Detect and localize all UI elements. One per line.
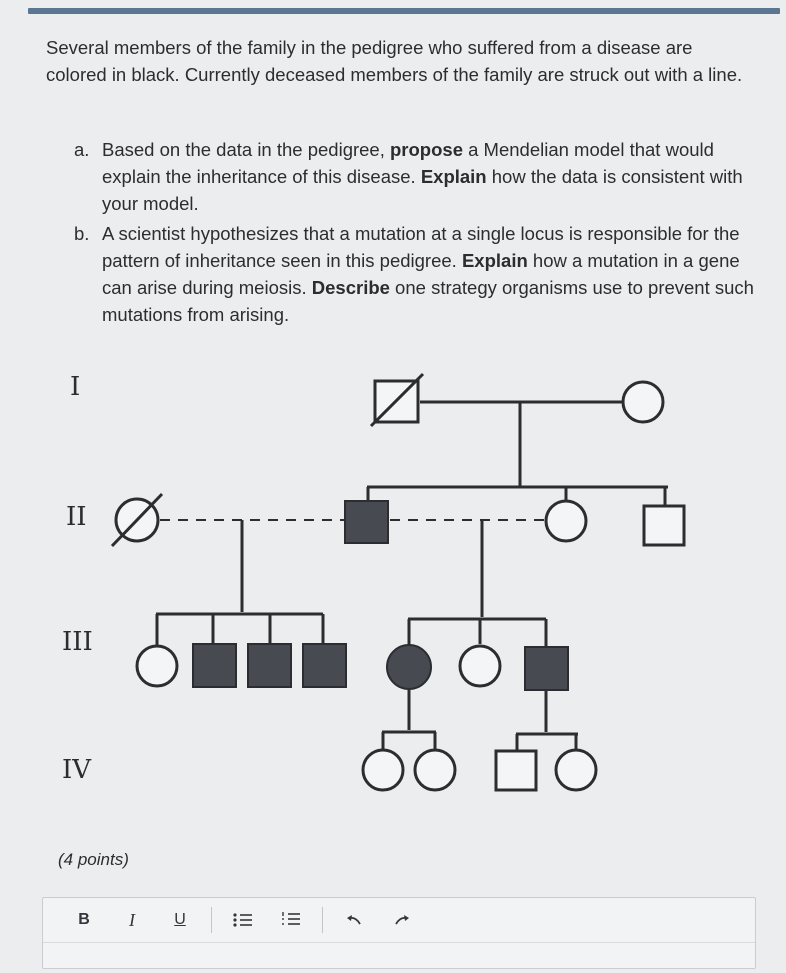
- generation-label-4: IV: [62, 755, 92, 785]
- gen3-male-affected: [525, 647, 568, 690]
- gen4-female: [363, 750, 403, 790]
- gen3-female: [137, 646, 177, 686]
- editor-toolbar: [43, 898, 755, 943]
- italic-button[interactable]: I: [129, 909, 135, 930]
- gen1-female: [623, 382, 663, 422]
- gen4-female: [415, 750, 455, 790]
- bullet-list-button[interactable]: [226, 905, 260, 935]
- undo-button[interactable]: [337, 905, 371, 935]
- text-segment-bold: Explain: [420, 166, 487, 187]
- redo-button[interactable]: [385, 905, 419, 935]
- toolbar-divider: [322, 907, 323, 933]
- text-segment: one strategy organisms use to prevent such mutations from arising.: [102, 277, 754, 325]
- gen2-male-affected: [345, 501, 388, 543]
- text-segment-bold: Explain: [461, 250, 528, 271]
- bullet-list-icon: [233, 912, 253, 928]
- generation-label-2: II: [66, 502, 87, 532]
- numbered-list-button[interactable]: [274, 905, 308, 935]
- gen3-female: [460, 646, 500, 686]
- gen3-male-affected: [248, 644, 291, 687]
- gen2-male: [644, 506, 684, 545]
- text-segment: a Mendelian model that would explain the inheritance of this disease.: [102, 139, 714, 187]
- gen3-male-affected: [193, 644, 236, 687]
- bold-button[interactable]: B: [78, 911, 90, 928]
- gen4-male: [496, 751, 536, 790]
- text-segment: A scientist hypothesizes that a mutation at a single locus is responsible for the pattern of inheritance seen in this pedigree.: [102, 223, 740, 271]
- redo-icon: [394, 914, 410, 926]
- part-letter: b.: [74, 223, 90, 244]
- gen2-female: [546, 501, 586, 541]
- text-segment-bold: propose: [390, 139, 463, 160]
- part-letter: a.: [74, 139, 90, 160]
- answer-editor[interactable]: [42, 897, 756, 969]
- text-segment: how the data is consistent with your model.: [102, 166, 743, 214]
- question-intro: Several members of the family in the pedigree who suffered from a disease are colored in black. Currently deceased members of the family are struck out with a line.: [46, 37, 743, 85]
- numbered-list-icon: [281, 911, 301, 929]
- toolbar-divider: [211, 907, 212, 933]
- generation-label-3: III: [62, 627, 93, 657]
- generation-label-1: I: [70, 372, 81, 402]
- text-segment: Based on the data in the pedigree,: [102, 139, 390, 160]
- gen3-male-affected: [303, 644, 346, 687]
- pedigree-lines-lower: [156, 520, 578, 750]
- undo-icon: [346, 914, 362, 926]
- underline-button[interactable]: U: [174, 911, 186, 928]
- gen3-female-affected: [387, 645, 431, 689]
- points-label: (4 points): [58, 850, 129, 869]
- gen4-female: [556, 750, 596, 790]
- gen2-female-deceased: [112, 494, 162, 546]
- gen1-male-deceased: [371, 374, 423, 426]
- text-segment-bold: Describe: [311, 277, 390, 298]
- text-segment: how a mutation in a gene can arise during meiosis.: [102, 250, 740, 298]
